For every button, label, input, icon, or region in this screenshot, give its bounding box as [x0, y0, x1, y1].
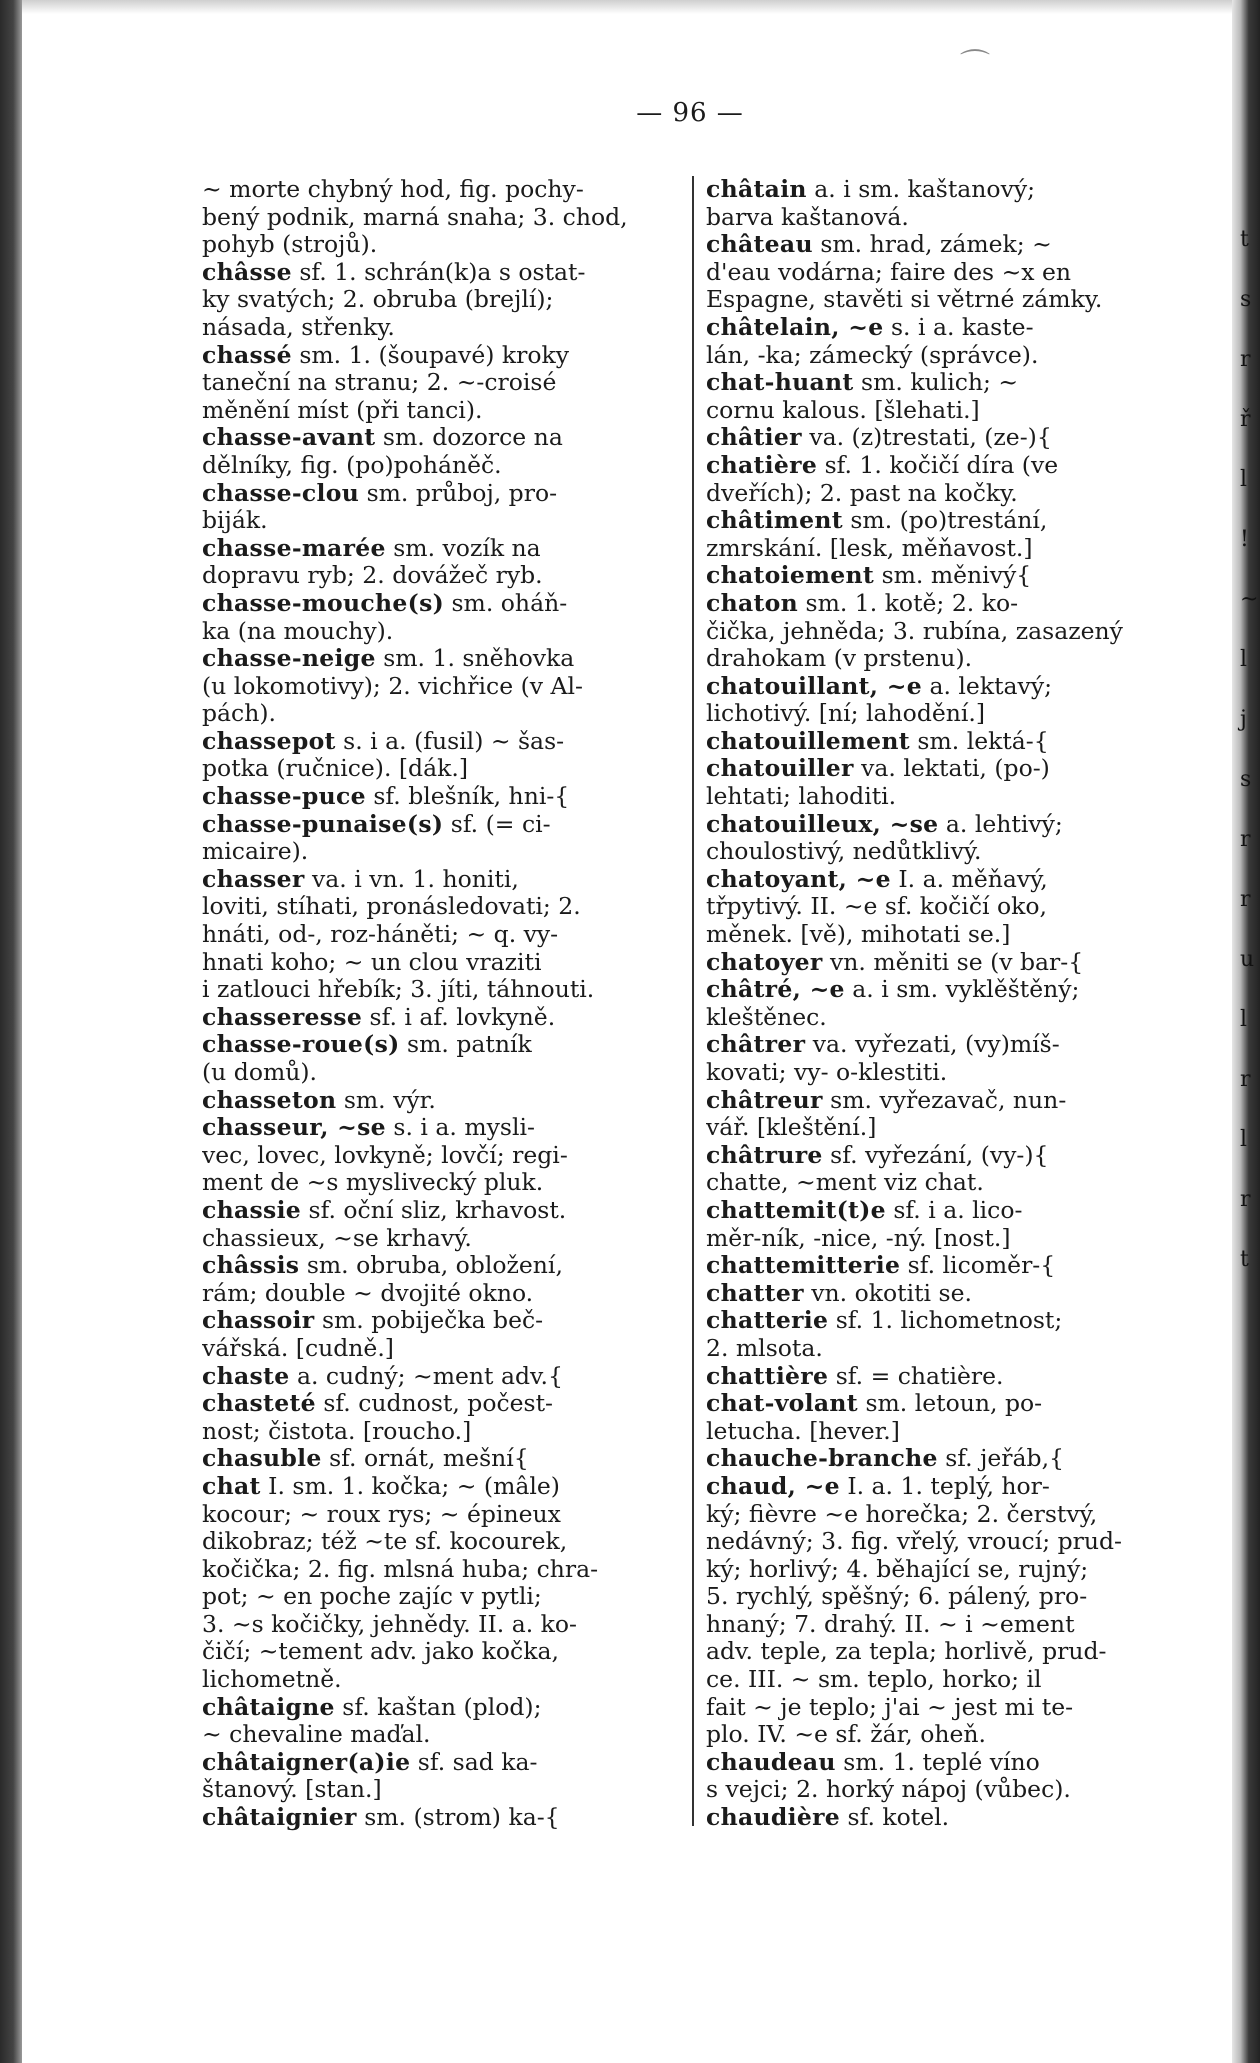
- dictionary-line: 5. rychlý, spěšný; 6. pálený, pro-: [706, 1583, 1088, 1611]
- dictionary-line: chat I. sm. 1. kočka; ~ (mâle): [202, 1472, 560, 1500]
- dictionary-line: (u domů).: [202, 1059, 318, 1086]
- margin-fragment: j: [1240, 707, 1247, 732]
- dictionary-line: châtrure sf. vyřezání, (vy-){: [706, 1141, 1049, 1169]
- dictionary-line: châtaignier sm. (strom) ka-{: [202, 1804, 560, 1832]
- dictionary-line: drahokam (v prstenu).: [706, 645, 973, 673]
- dictionary-line: chasseresse sf. i af. lovkyně.: [202, 1003, 556, 1031]
- margin-fragment: u: [1240, 947, 1255, 972]
- dictionary-line: chasser va. i vn. 1. honiti,: [202, 865, 519, 893]
- dictionary-line: ce. III. ~ sm. teplo, horko; il: [706, 1666, 1042, 1694]
- dictionary-line: choulostivý, nedůtklivý.: [706, 838, 982, 866]
- dictionary-line: třpytivý. II. ~e sf. kočičí oko,: [706, 893, 1047, 921]
- dictionary-line: chatière sf. 1. kočičí díra (ve: [706, 451, 1059, 479]
- dictionary-line: měnění míst (při tanci).: [202, 396, 483, 424]
- dictionary-line: chattemit(t)e sf. i a. lico-: [706, 1196, 1023, 1224]
- dictionary-line: chaud, ~e I. a. 1. teplý, hor-: [706, 1472, 1050, 1500]
- margin-fragment: l: [1240, 467, 1248, 492]
- margin-fragment: t: [1240, 1247, 1249, 1272]
- margin-fragment: l: [1240, 647, 1248, 672]
- margin-fragment: l: [1240, 1007, 1248, 1032]
- dictionary-line: chaudeau sm. 1. teplé víno: [706, 1748, 1040, 1776]
- dictionary-line: kocour; ~ roux rys; ~ épineux: [202, 1500, 561, 1528]
- dictionary-line: 3. ~s kočičky, jehnědy. II. a. ko-: [202, 1610, 577, 1638]
- stray-mark: ⌒: [960, 48, 990, 83]
- dictionary-line: vec, lovec, lovkyně; lovčí; regi-: [202, 1141, 568, 1169]
- dictionary-line: chat-huant sm. kulich; ~: [706, 369, 1019, 397]
- dictionary-line: ka (na mouchy).: [202, 617, 394, 645]
- dictionary-line: chassepot s. i a. (fusil) ~ šas-: [202, 727, 565, 755]
- dictionary-line: pách).: [202, 700, 276, 728]
- dictionary-line: lichometně.: [202, 1666, 342, 1694]
- dictionary-line: châtaigner(a)ie sf. sad ka-: [202, 1748, 538, 1776]
- dictionary-line: chatte, ~ment viz chat.: [706, 1169, 984, 1197]
- dictionary-line: chatoyer vn. měniti se (v bar-{: [706, 948, 1084, 976]
- margin-fragment: r: [1240, 1067, 1251, 1092]
- dictionary-line: chasseton sm. výr.: [202, 1086, 436, 1114]
- dictionary-line: biják.: [202, 507, 268, 535]
- dictionary-line: kovati; vy- o-klestiti.: [706, 1059, 948, 1086]
- dictionary-line: (u lokomotivy); 2. vichřice (v Al-: [202, 672, 583, 700]
- dictionary-line: châtiment sm. (po)trestání,: [706, 507, 1048, 535]
- dictionary-line: ky svatých; 2. obruba (brejlí);: [202, 286, 554, 314]
- dictionary-line: chauche-branche sf. jeřáb,{: [706, 1445, 1065, 1473]
- dictionary-line: chatterie sf. 1. lichometnost;: [706, 1307, 1063, 1335]
- dictionary-line: hnaný; 7. drahý. II. ~ i ~ement: [706, 1610, 1075, 1638]
- margin-fragment: r: [1240, 887, 1251, 912]
- dictionary-line: chaton sm. 1. kotě; 2. ko-: [706, 589, 1019, 617]
- column-divider: [692, 176, 694, 1826]
- dictionary-line: chattemitterie sf. licoměr-{: [706, 1252, 1056, 1280]
- dictionary-line: hnati koho; ~ un clou vraziti: [202, 948, 542, 976]
- dictionary-line: potka (ručnice). [dák.]: [202, 755, 468, 783]
- margin-fragment: s: [1240, 287, 1252, 312]
- margin-fragment: r: [1240, 827, 1251, 852]
- dictionary-line: chatouillement sm. lektá-{: [706, 727, 1049, 755]
- dictionary-line: chatouillant, ~e a. lektavý;: [706, 672, 1053, 700]
- dictionary-line: dveřích); 2. past na kočky.: [706, 479, 1018, 507]
- dictionary-line: chassé sm. 1. (šoupavé) kroky: [202, 341, 570, 369]
- dictionary-line: taneční na stranu; 2. ~-croisé: [202, 369, 557, 397]
- dictionary-line: d'eau vodárna; faire des ~x en: [706, 258, 1072, 286]
- dictionary-line: chasse-clou sm. průboj, pro-: [202, 479, 558, 507]
- dictionary-line: chatoiement sm. měnivý{: [706, 562, 1032, 590]
- dictionary-line: chasse-puce sf. blešník, hni-{: [202, 783, 570, 811]
- dictionary-line: chasteté sf. cudnost, počest-: [202, 1390, 553, 1418]
- dictionary-line: chattière sf. = chatière.: [706, 1362, 1004, 1390]
- scan-edge-top: [22, 0, 1260, 14]
- dictionary-line: chasse-punaise(s) sf. (= ci-: [202, 810, 551, 838]
- dictionary-line: čička, jehněda; 3. rubína, zasazený: [706, 617, 1123, 645]
- dictionary-line: adv. teple, za tepla; horlivě, prud-: [706, 1638, 1107, 1666]
- dictionary-line: lehtati; lahoditi.: [706, 783, 897, 811]
- dictionary-line: čičí; ~tement adv. jako kočka,: [202, 1638, 559, 1666]
- dictionary-line: násada, střenky.: [202, 313, 395, 341]
- dictionary-line: châtelain, ~e s. i a. kaste-: [706, 313, 1034, 341]
- dictionary-line: štanový. [stan.]: [202, 1776, 382, 1804]
- dictionary-line: vář. [kleštění.]: [706, 1114, 877, 1142]
- dictionary-line: ký; horlivý; 4. běhající se, rujný;: [706, 1555, 1089, 1583]
- dictionary-line: chasse-neige sm. 1. sněhovka: [202, 645, 575, 673]
- dictionary-line: nost; čistota. [roucho.]: [202, 1417, 472, 1445]
- dictionary-line: châtier va. (z)trestati, (ze-){: [706, 424, 1052, 452]
- dictionary-line: fait ~ je teplo; j'ai ~ jest mi te-: [706, 1693, 1074, 1721]
- dictionary-line: chasse-mouche(s) sm. oháň-: [202, 589, 568, 617]
- margin-fragment: ~: [1240, 587, 1259, 612]
- dictionary-line: rám; double ~ dvojité okno.: [202, 1279, 534, 1307]
- dictionary-line: château sm. hrad, zámek; ~: [706, 231, 1052, 259]
- dictionary-line: ký; fièvre ~e horečka; 2. čerstvý,: [706, 1500, 1098, 1528]
- dictionary-line: barva kaštanová.: [706, 203, 909, 231]
- dictionary-line: hnáti, od-, roz-háněti; ~ q. vy-: [202, 921, 559, 949]
- margin-fragment: r: [1240, 347, 1251, 372]
- dictionary-line: i zatlouci hřebík; 3. jíti, táhnouti.: [202, 976, 595, 1004]
- dictionary-line: s vejci; 2. horký nápoj (vůbec).: [706, 1776, 1071, 1804]
- dictionary-line: chaudière sf. kotel.: [706, 1804, 950, 1832]
- dictionary-line: pohyb (strojů).: [202, 231, 378, 259]
- dictionary-line: dělníky, fig. (po)poháněč.: [202, 451, 502, 479]
- margin-fragment: t: [1240, 227, 1249, 252]
- left-column: [202, 176, 684, 1832]
- dictionary-line: loviti, stíhati, pronásledovati; 2.: [202, 893, 581, 921]
- dictionary-line: kočička; 2. fig. mlsná huba; chra-: [202, 1555, 599, 1583]
- dictionary-line: chasseur, ~se s. i a. mysli-: [202, 1114, 535, 1142]
- margin-fragment: l: [1240, 1127, 1248, 1152]
- dictionary-line: Espagne, stavěti si větrné zámky.: [706, 286, 1103, 314]
- margin-fragment: s: [1240, 767, 1252, 792]
- margin-fragment: r: [1240, 1187, 1251, 1212]
- dictionary-line: letucha. [hever.]: [706, 1417, 900, 1445]
- margin-fragment: !: [1240, 527, 1249, 552]
- dictionary-line: 2. mlsota.: [706, 1334, 823, 1362]
- dictionary-line: chassie sf. oční sliz, krhavost.: [202, 1196, 567, 1224]
- dictionary-line: micaire).: [202, 838, 309, 866]
- dictionary-line: měr-ník, -nice, -ný. [nost.]: [706, 1224, 1011, 1252]
- scan-edge-left: [0, 0, 22, 2063]
- dictionary-line: nedávný; 3. fig. vřelý, vroucí; prud-: [706, 1528, 1123, 1556]
- dictionary-line: chasse-marée sm. vozík na: [202, 534, 541, 562]
- dictionary-line: zmrskání. [lesk, měňavost.]: [706, 534, 1033, 562]
- dictionary-line: châsse sf. 1. schrán(k)a s ostat-: [202, 258, 586, 286]
- margin-fragment: ř: [1240, 407, 1251, 432]
- dictionary-line: chasuble sf. ornát, mešní{: [202, 1445, 529, 1473]
- dictionary-line: cornu kalous. [šlehati.]: [706, 396, 980, 424]
- dictionary-line: ~ morte chybný hod, fig. pochy-: [202, 176, 584, 203]
- margin-fragments: [1240, 210, 1258, 1290]
- dictionary-line: lichotivý. [ní; lahodění.]: [706, 700, 986, 728]
- dictionary-line: châtré, ~e a. i sm. vyklěštěný;: [706, 976, 1080, 1004]
- dictionary-line: chasse-roue(s) sm. patník: [202, 1031, 532, 1059]
- dictionary-line: chassoir sm. pobiječka beč-: [202, 1307, 544, 1335]
- dictionary-line: ment de ~s myslivecký pluk.: [202, 1169, 544, 1197]
- dictionary-line: lán, -ka; zámecký (správce).: [706, 341, 1039, 369]
- dictionary-line: chassieux, ~se krhavý.: [202, 1224, 472, 1252]
- dictionary-line: dopravu ryb; 2. dovážeč ryb.: [202, 562, 543, 590]
- dictionary-line: châtain a. i sm. kaštanový;: [706, 176, 1036, 203]
- dictionary-line: chatouilleux, ~se a. lehtivý;: [706, 810, 1063, 838]
- dictionary-line: kleštěnec.: [706, 1003, 827, 1031]
- dictionary-line: ~ chevaline maďal.: [202, 1721, 431, 1749]
- dictionary-line: chatouiller va. lektati, (po-): [706, 755, 1050, 783]
- dictionary-line: chasse-avant sm. dozorce na: [202, 424, 563, 452]
- dictionary-line: vářská. [cudně.]: [202, 1334, 394, 1362]
- right-column: [706, 176, 1176, 1832]
- page-number: — 96 —: [636, 98, 744, 128]
- dictionary-line: châssis sm. obruba, obložení,: [202, 1252, 563, 1280]
- dictionary-line: châtrer va. vyřezati, (vy)míš-: [706, 1031, 1060, 1059]
- dictionary-line: plo. IV. ~e sf. žár, oheň.: [706, 1721, 987, 1749]
- dictionary-line: chatoyant, ~e I. a. měňavý,: [706, 865, 1048, 893]
- dictionary-line: dikobraz; též ~te sf. kocourek,: [202, 1528, 568, 1556]
- dictionary-line: bený podnik, marná snaha; 3. chod,: [202, 203, 628, 231]
- dictionary-line: chatter vn. okotiti se.: [706, 1279, 972, 1307]
- dictionary-line: châtaigne sf. kaštan (plod);: [202, 1693, 542, 1721]
- dictionary-line: chaste a. cudný; ~ment adv.{: [202, 1362, 563, 1390]
- dictionary-line: châtreur sm. vyřezavač, nun-: [706, 1086, 1067, 1114]
- dictionary-line: pot; ~ en poche zajíc v pytli;: [202, 1583, 542, 1611]
- dictionary-line: měnek. [vě), mihotati se.]: [706, 921, 1011, 949]
- dictionary-line: chat-volant sm. letoun, po-: [706, 1390, 1043, 1418]
